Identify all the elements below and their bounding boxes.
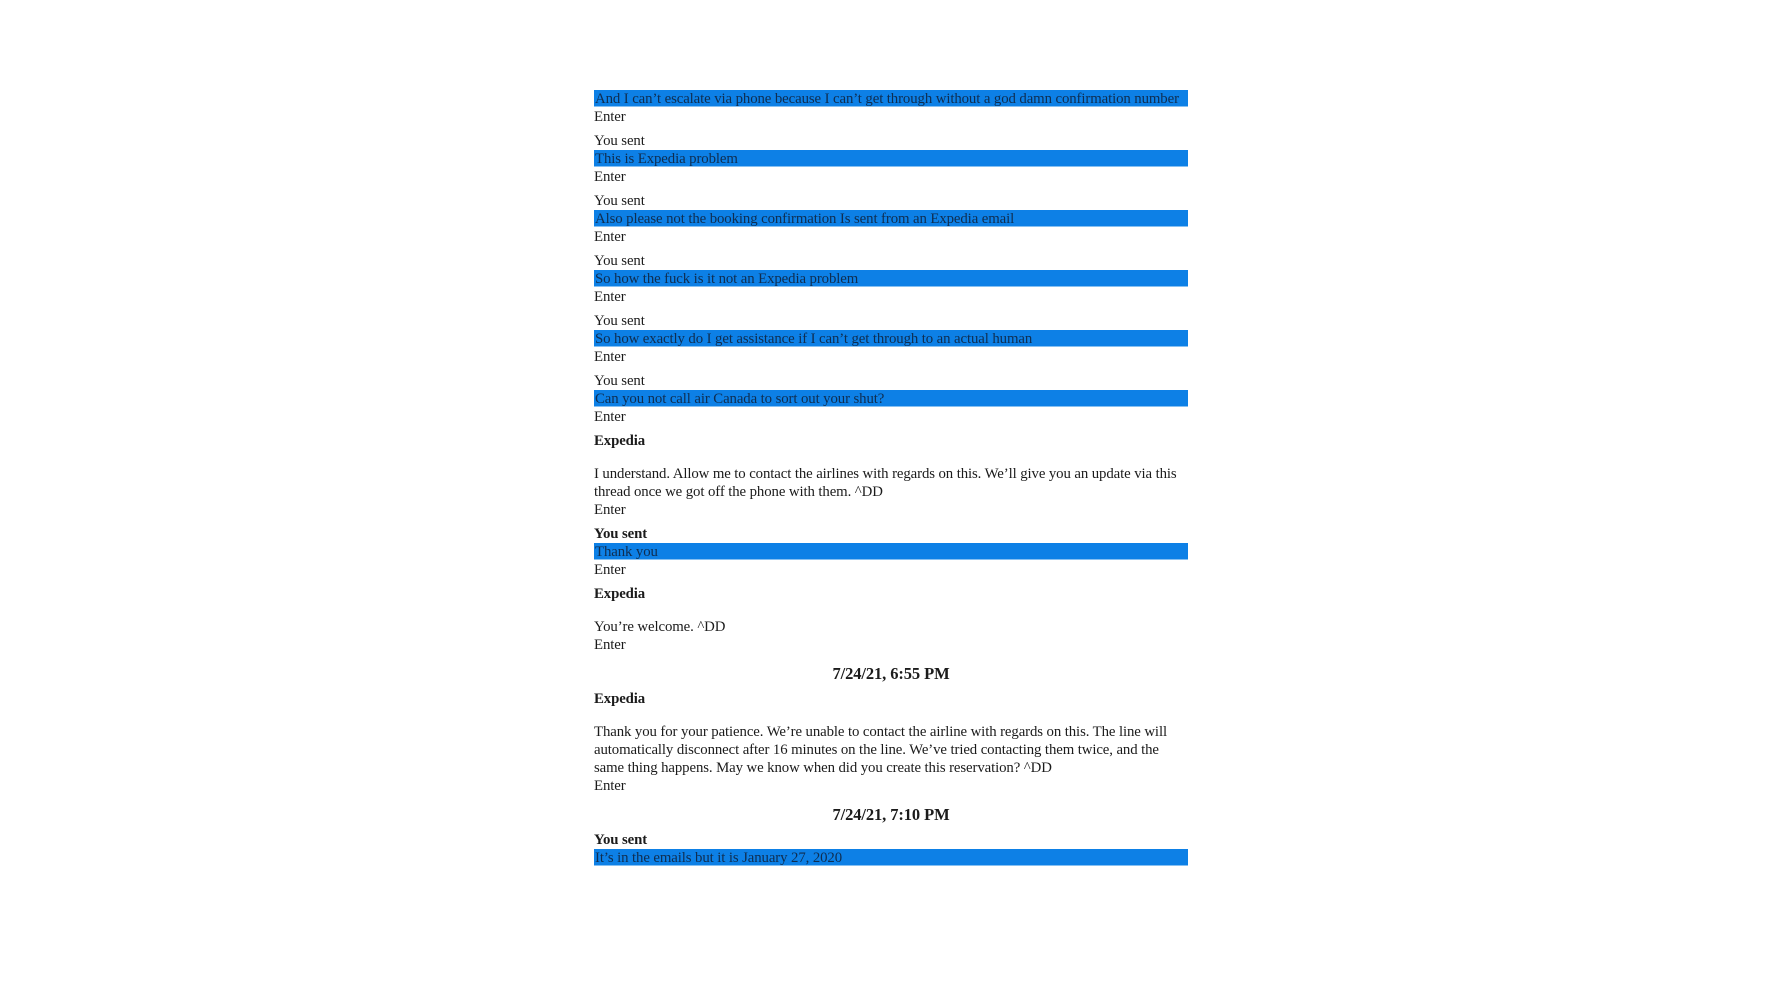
- you-sent-label: You sent: [594, 313, 645, 329]
- user-message-group: [594, 90, 1188, 126]
- enter-marker: Enter: [594, 289, 626, 305]
- agent-name-label: Expedia: [594, 691, 646, 707]
- enter-marker: Enter: [594, 349, 626, 365]
- agent-message-text: Thank you for your patience. We’re unable to contact the airline with regards on this. The line will automatically disconnect after 16 minutes on the line. We’ve tried contacting them twice, and the same thing happens. May we know when did you create this reservation? ^DD: [594, 724, 1167, 776]
- user-message-highlight: Thank you: [594, 543, 1188, 561]
- user-message-highlight: So how the fuck is it not an Expedia problem: [594, 270, 1188, 288]
- enter-marker: Enter: [594, 169, 626, 185]
- user-message-group: [594, 312, 1188, 366]
- agent-name-label: Expedia: [594, 586, 646, 602]
- user-message-group: [594, 192, 1188, 246]
- you-sent-label: You sent: [594, 193, 645, 209]
- blank-line: [594, 450, 1188, 465]
- user-message-highlight: And I can’t escalate via phone because I can’t get through without a god damn confirmation number: [594, 90, 1188, 108]
- user-message-group: [594, 525, 1188, 579]
- user-message-highlight: Also please not the booking confirmation Is sent from an Expedia email: [594, 210, 1188, 228]
- enter-marker: Enter: [594, 562, 626, 578]
- you-sent-label: You sent: [594, 526, 648, 542]
- enter-marker: Enter: [594, 409, 626, 425]
- you-sent-label: You sent: [594, 253, 645, 269]
- date-separator: 7/24/21, 6:55 PM: [832, 664, 950, 683]
- agent-message-group: [594, 690, 1188, 795]
- enter-marker: Enter: [594, 109, 626, 125]
- user-message-highlight: It’s in the emails but it is January 27, 2020: [594, 849, 1188, 867]
- agent-message-group: [594, 432, 1188, 519]
- user-message-highlight: So how exactly do I get assistance if I can’t get through to an actual human: [594, 330, 1188, 348]
- blank-line: [594, 603, 1188, 618]
- agent-message-text: I understand. Allow me to contact the airlines with regards on this. We’ll give you an update via this thread once we got off the phone with them. ^DD: [594, 466, 1177, 500]
- enter-marker: Enter: [594, 637, 626, 653]
- user-message-group: [594, 372, 1188, 426]
- agent-message-group: [594, 585, 1188, 654]
- user-message-group: [594, 831, 1188, 867]
- enter-marker: Enter: [594, 778, 626, 794]
- you-sent-label: You sent: [594, 133, 645, 149]
- agent-name-label: Expedia: [594, 433, 646, 449]
- user-message-group: [594, 132, 1188, 186]
- agent-message-text: You’re welcome. ^DD: [594, 619, 726, 635]
- date-separator: 7/24/21, 7:10 PM: [832, 805, 950, 824]
- user-message-group: [594, 252, 1188, 306]
- user-message-highlight: Can you not call air Canada to sort out your shut?: [594, 390, 1188, 408]
- chat-transcript: [594, 0, 1188, 867]
- you-sent-label: You sent: [594, 373, 645, 389]
- you-sent-label: You sent: [594, 832, 648, 848]
- user-message-highlight: This is Expedia problem: [594, 150, 1188, 168]
- enter-marker: Enter: [594, 502, 626, 518]
- blank-line: [594, 708, 1188, 723]
- enter-marker: Enter: [594, 229, 626, 245]
